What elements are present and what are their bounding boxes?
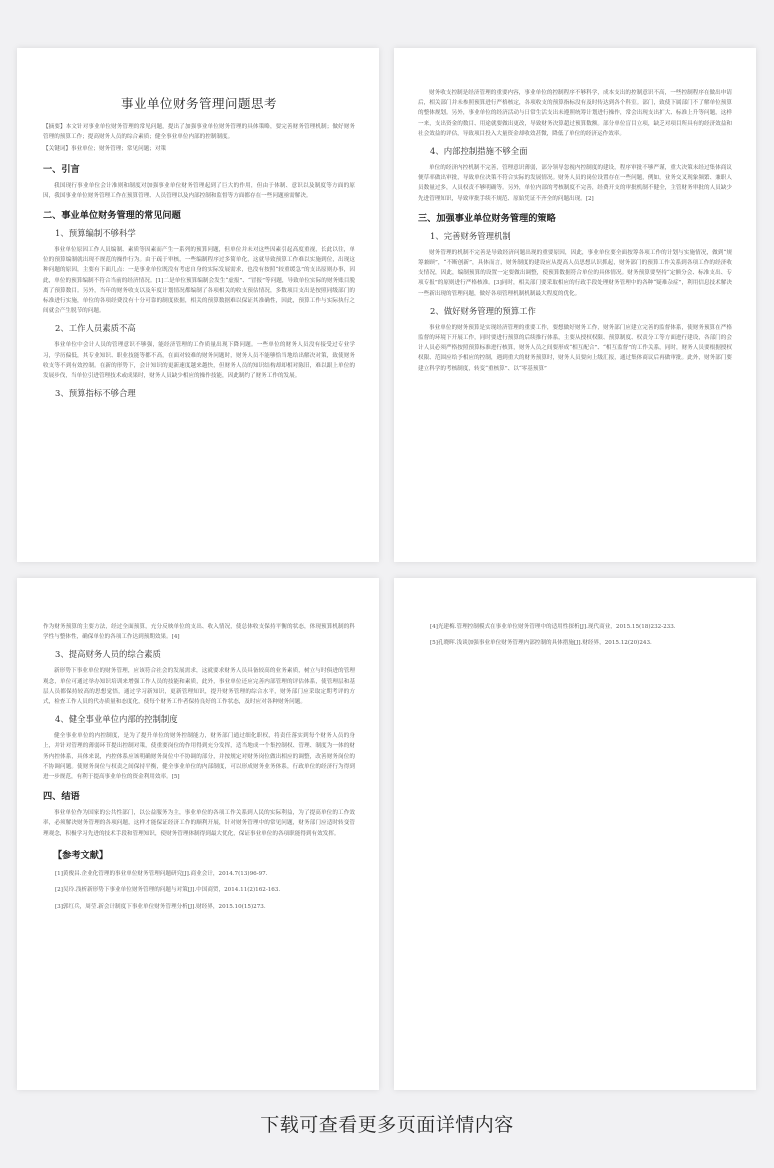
paragraph: 新形势下事业单位的财务管理，应该符合社会的发展需求，这就要求财务人员具备较高的业务素质，树立与时俱进的管理观念，单位可通过举办知识培训来增强工作人员的技能和素质，此外，事业单位还应完善内部管理的评估体系，使管理层和基层人员都保持较高的思想觉悟，通过学习新知识，更新管理知识，提升财务管理的综合水平，财务部门应采取定期考评的方式，检查工作人员的代办质量和态度化，使每个财务工作者保持良好的工作状态，及时应对各种财务问题。 (43, 668, 355, 706)
subsection-heading: 1、完善财务管理机制 (430, 230, 511, 241)
paragraph: 事业单位原因工作人员编制、素质等因素而产生一系列的预算问题，但单位并未对这些因素引起高度重视，长此以往，单位的预算编制就出现不规范的操作行为。由于疏于审核，一些编制程序过多简单化，这就导致预算工作难以实施到位，出现这种问题的原因，主要有下面几点：一是事业单位既没有考虑自身的实际发展需求，也没有按照“较重缓急”的支出原则办事，因此，单位的预算编制不符合当前的经济情况。[1]二是单位预算编制会发生“虚报”、“冒报”等问题，导致单位实际的财务账目脱离了预算数目。另外，当年的财务收支以及年度计划情况都编制了各项相关的收支预估情况，多数项目支出是按照同级部门的标准进行实施，单位的各项经费没有十分可靠的制度依据，相关的预算数据难以保证其准确性，因此，预算工作与实际执行之间就会产生脱节的问题。 (43, 247, 355, 315)
download-more-link[interactable]: 下载可查看更多页面详情内容 (260, 1114, 514, 1136)
paragraph: 健全事业单位的内控制度，是为了提升单位的财务控制能力，财务部门通过细化职权，将责任落实到每个财务人员的身上，并针对管理的薄弱环节提出控制对策，使重要岗位的作用得到充分发挥，适当地成一个集控制权、管理、制度为一体的财务内控体系，具体来说，内控体系应该明确财务岗位中不协调的部分，并按规定对财务岗位做出相应的调整，改善财务岗位的不协调问题。使财务岗位与权责之间保持平衡，健全事业单位的内部制度，可以形成财务业务体系，行政单位的经济行为得到进一步规范，有利于提高事业单位的资金利用效率。[5] (43, 733, 355, 781)
references-heading: 【参考文献】 (53, 849, 109, 861)
subsection-heading: 3、提高财务人员的综合素质 (55, 649, 161, 660)
paragraph: 我国现行事业单位会计准则和制度对加强事业单位财务管理起到了巨大的作用，但由于体制、意识以及制度等方面的原因，我国事业单位财务管理工作在预算管理、人员管理以及内部控制和监督等方面都存在一些问题亟需解决。 (43, 182, 355, 199)
section-heading: 一、引言 (43, 163, 80, 175)
subsection-heading: 2、做好财务管理的预算工作 (430, 305, 536, 316)
paragraph: 单位的经济内控机制不完善，管理意识薄弱，部分领导忽视内控制度的建设，程序审批不够严谨，重大决策未经过集体商议便草率做出审批，导致单位决策不符合实际的发展情况。财务人员的岗位设置存在一些问题，例如，业务交叉现象频繁、兼职人员数量过多，人员权责不够明确等。另外，单位内部的考核制度不完善，经费开支的审批机制不健全，主管财务审批的人员缺少先进管理知识，导致审批手续不规范、原始凭证不齐全的问题出现。[2] (418, 165, 732, 202)
paragraph: 财务管理的机制不完善是导致经济问题出现的重要原因，因此，事业单位要全面按筹各项工作的计划与实施情况，做到“规筹兼顾”，“不断创新”，具体而言，财务制度的建设应从提高人员思想认识抓起，财务部门的预算工作关系到各项工作的经济收支情况，因此，编制预算的设置一定要做出调整，使预算数据符合单位的具体情况。财务预算要坚持“定额分会、标准支出、专项专报”的原则进行严格核准。[3]同时，相关部门要采取相应的行政手段处理财务管理中的各种“疑难杂症”，利用信息技术解决一些新出现的管理问题，做好各项管理机制机制最大程度的优化。 (418, 249, 732, 297)
section-heading: 二、事业单位财务管理的常见问题 (43, 210, 181, 222)
subsection-heading: 3、预算指标不够合理 (55, 388, 136, 399)
reference-item: [4]光建梅.管理控制模式在事业单位财务管理中的适用性探析[J].现代商业，2015.15(18)232-233. (430, 624, 676, 630)
reference-item: [1]黄俊昌.企业化管理的事业单位财务管理问题研究[J].商业会计，2014.7(13)96-97. (55, 870, 268, 877)
reference-item: [3]郭红兵，周莹.新会计制度下事业单位财务管理分析[J].财经界，2015.10(15)273. (55, 903, 266, 910)
subsection-heading: 4、内部控制措施不够全面 (430, 146, 528, 157)
section-heading: 三、加强事业单位财务管理的策略 (418, 212, 556, 224)
document-page-4 (394, 578, 756, 1090)
section-heading: 四、结语 (43, 791, 80, 803)
reference-item: [5]孔晓晖.浅谈加强事业单位财务管理内部控制的具体措施[J].财经界，2015.12(20)243. (430, 640, 652, 647)
keywords: 【关键词】事业单位；财务管理；常见问题；对策 (43, 146, 167, 153)
abstract: 【摘要】本文针对事业单位财务管理的常见问题，提出了加强事业单位财务管理的具体策略，要完善财务管理机制；做好财务管理的预算工作；提高财务人员的综合素质；健全事业单位内部的控制制度。 (43, 124, 355, 141)
paragraph: 财务收支控制是经济管理的重要内容，事业单位的控制程序不够科学，成本支出的控制意识不高，一些控制程序在做出申请后，相关部门并未参照预算进行严格核定，各项收支的预算指标没有及时传达到各个科室。部门，致使下属部门不了解单位预算的整体规划。另外，事业单位的经济活动与日常生活支出未遵照统筹计划进行操作，常会出现支出扩大、标准上升等问题，这样一来，支出资金的数目、用途就要做出更改，导致财务决算超过预算数额。部分单位盲目立项，缺乏对项目所具有的经济效益和社会效益的评估，导致项目投入大量资金却收效甚微，降低了单位的经济运作效率。 (418, 90, 732, 137)
document-page-1 (17, 48, 379, 562)
document-page-3 (17, 578, 379, 1090)
document-page-2 (394, 48, 756, 562)
subsection-heading: 4、健全事业单位内部的控制制度 (55, 714, 178, 725)
subsection-heading: 1、预算编制不够科学 (55, 228, 136, 239)
paragraph: 事业单位中会计人员的管理意识不够强，能经济管理的工作质量出现下降问题。一些单位的财务人员没有接受过专业学习，学历偏低，其专业知识、职业技能等都不高，在面对较难的财务问题时，财务人员不能够恰当地给出解决对策，致使财务收支等不到有效控制。在新的形势下，会计知识的更新速度越来越快，但财务人员的知识结构却却相对陈旧，难以跟上单位的发展步伐，当单位引进管理技术或成果时，财务人员缺少相应的操作技能，因此制约了财务工作的发展。 (43, 342, 355, 380)
reference-item: [2]吴玲.浅析新形势下事业单位财务管理的问题与对策[J].中国商贸，2014.11(2)162-163. (55, 887, 281, 894)
paragraph: 作为财务预算的主要方法，经过全面预算，充分反映单位的支出、收入情况，使总体收支保持平衡的状态，体现预算机制的科学性与整体性，确保单位的各项工作达到预期效果。[4] (43, 624, 355, 641)
paragraph: 事业单位作为国家的公共性部门，以公益服务为主，事业单位的各项工作关系到人民的实际利益，为了提高单位的工作效率，必须解决财务管理的各项问题，这样才能保证经济工作的顺利开展，针对财务管理中的常见问题，财务部门应适时转变管理观念，积极学习先进的技术手段和管理知识，使财务管理体制得到最大优化，保证事业单位的各项职能得到有效发挥。 (43, 810, 355, 837)
subsection-heading: 2、工作人员素质不高 (55, 323, 136, 334)
document-title: 事业单位财务管理问题思考 (120, 96, 277, 111)
paragraph: 事业单位的财务预算是实现经济管理的重要工作，要想做好财务工作，财务部门应建立完善的监督体系，使财务预算在严格监督的环境下开展工作，同时要进行预算的后续推行体系，主要从授权权限、预算制度、权责分工等方面进行建设，各部门的会计人员必须严格按照预算标准进行核算，财务人员之间要形成“相互配合”、“相互监督”的工作关系，同时，财务人员要根据授权权限、范围应给予相应的控制，遇到重大的财务预算时，财务人员要向上级汇报，通过集体商议后再做审批。此外，财务部门要建立科学的考核制度，转变“重核算”、以“零基预算” (418, 324, 732, 372)
